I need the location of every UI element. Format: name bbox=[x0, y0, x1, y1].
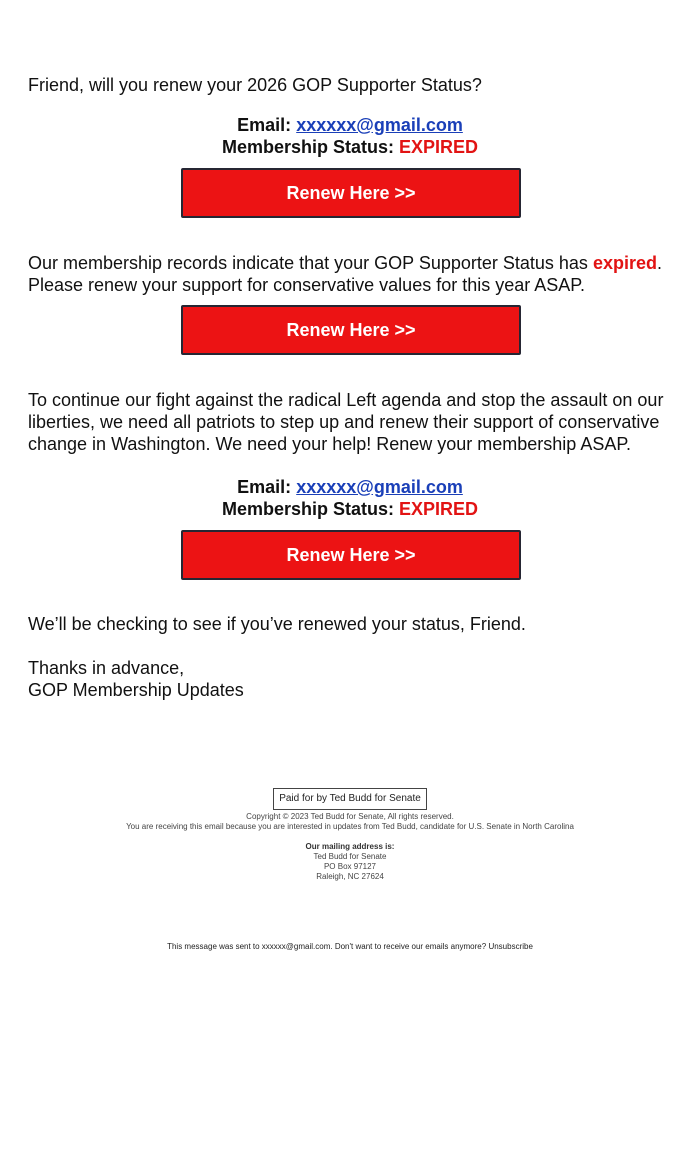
account-info-bottom bbox=[28, 476, 672, 520]
records-text-start: Our membership records indicate that your GOP Supporter Status has bbox=[28, 253, 593, 273]
intro-text: Friend, will you renew your 2026 GOP Supporter Status? bbox=[28, 75, 482, 95]
status-label: Membership Status: bbox=[221, 137, 394, 157]
sent-to-text: This message was sent to xxxxxx@gmail.com. Don't want to receive our emails anymore? bbox=[167, 942, 487, 951]
renew-button-1[interactable]: Renew Here >> bbox=[181, 168, 521, 218]
closing-line: Thanks in advance, bbox=[28, 658, 185, 678]
renew-button-2[interactable]: Renew Here >> bbox=[181, 305, 521, 355]
checking-paragraph: We’ll be checking to see if you’ve renewed your status, Friend. bbox=[28, 614, 526, 634]
records-paragraph bbox=[28, 252, 672, 296]
email-footer bbox=[0, 788, 700, 952]
address-line-3: Raleigh, NC 27624 bbox=[316, 872, 384, 881]
records-text-end: . Please renew your support for conservative values for this year ASAP. bbox=[28, 253, 662, 295]
sender-name: GOP Membership Updates bbox=[28, 680, 244, 700]
expired-highlight: expired bbox=[592, 253, 657, 273]
status-label: Membership Status: bbox=[221, 499, 394, 519]
signoff bbox=[28, 657, 672, 701]
mailing-address-block bbox=[0, 842, 700, 882]
sent-to-line bbox=[0, 942, 700, 952]
copyright-text: Copyright © 2023 Ted Budd for Senate, All rights reserved. bbox=[246, 812, 454, 821]
paid-for-disclaimer: Paid for by Ted Budd for Senate bbox=[273, 788, 427, 810]
receiving-reason-text: You are receiving this email because you are interested in updates from Ted Budd, candidate for U.S. Senate in North Carolina bbox=[126, 822, 574, 831]
renew-button-3[interactable]: Renew Here >> bbox=[181, 530, 521, 580]
email-label: Email: bbox=[237, 115, 292, 135]
address-line-2: PO Box 97127 bbox=[323, 862, 377, 871]
status-value: EXPIRED bbox=[399, 499, 479, 519]
fight-paragraph: To continue our fight against the radical Left agenda and stop the assault on our liberties, we need all patriots to step up and renew their support of conservative change in Washington. We need your help! Renew your membership ASAP. bbox=[28, 390, 664, 454]
status-value: EXPIRED bbox=[399, 137, 479, 157]
email-link[interactable]: xxxxxx@gmail.com bbox=[296, 477, 463, 497]
email-label: Email: bbox=[237, 477, 292, 497]
unsubscribe-link[interactable]: Unsubscribe bbox=[488, 942, 533, 951]
email-link[interactable]: xxxxxx@gmail.com bbox=[296, 115, 463, 135]
mailing-heading: Our mailing address is: bbox=[305, 842, 395, 851]
address-line-1: Ted Budd for Senate bbox=[313, 852, 387, 861]
account-info-top bbox=[28, 114, 672, 158]
